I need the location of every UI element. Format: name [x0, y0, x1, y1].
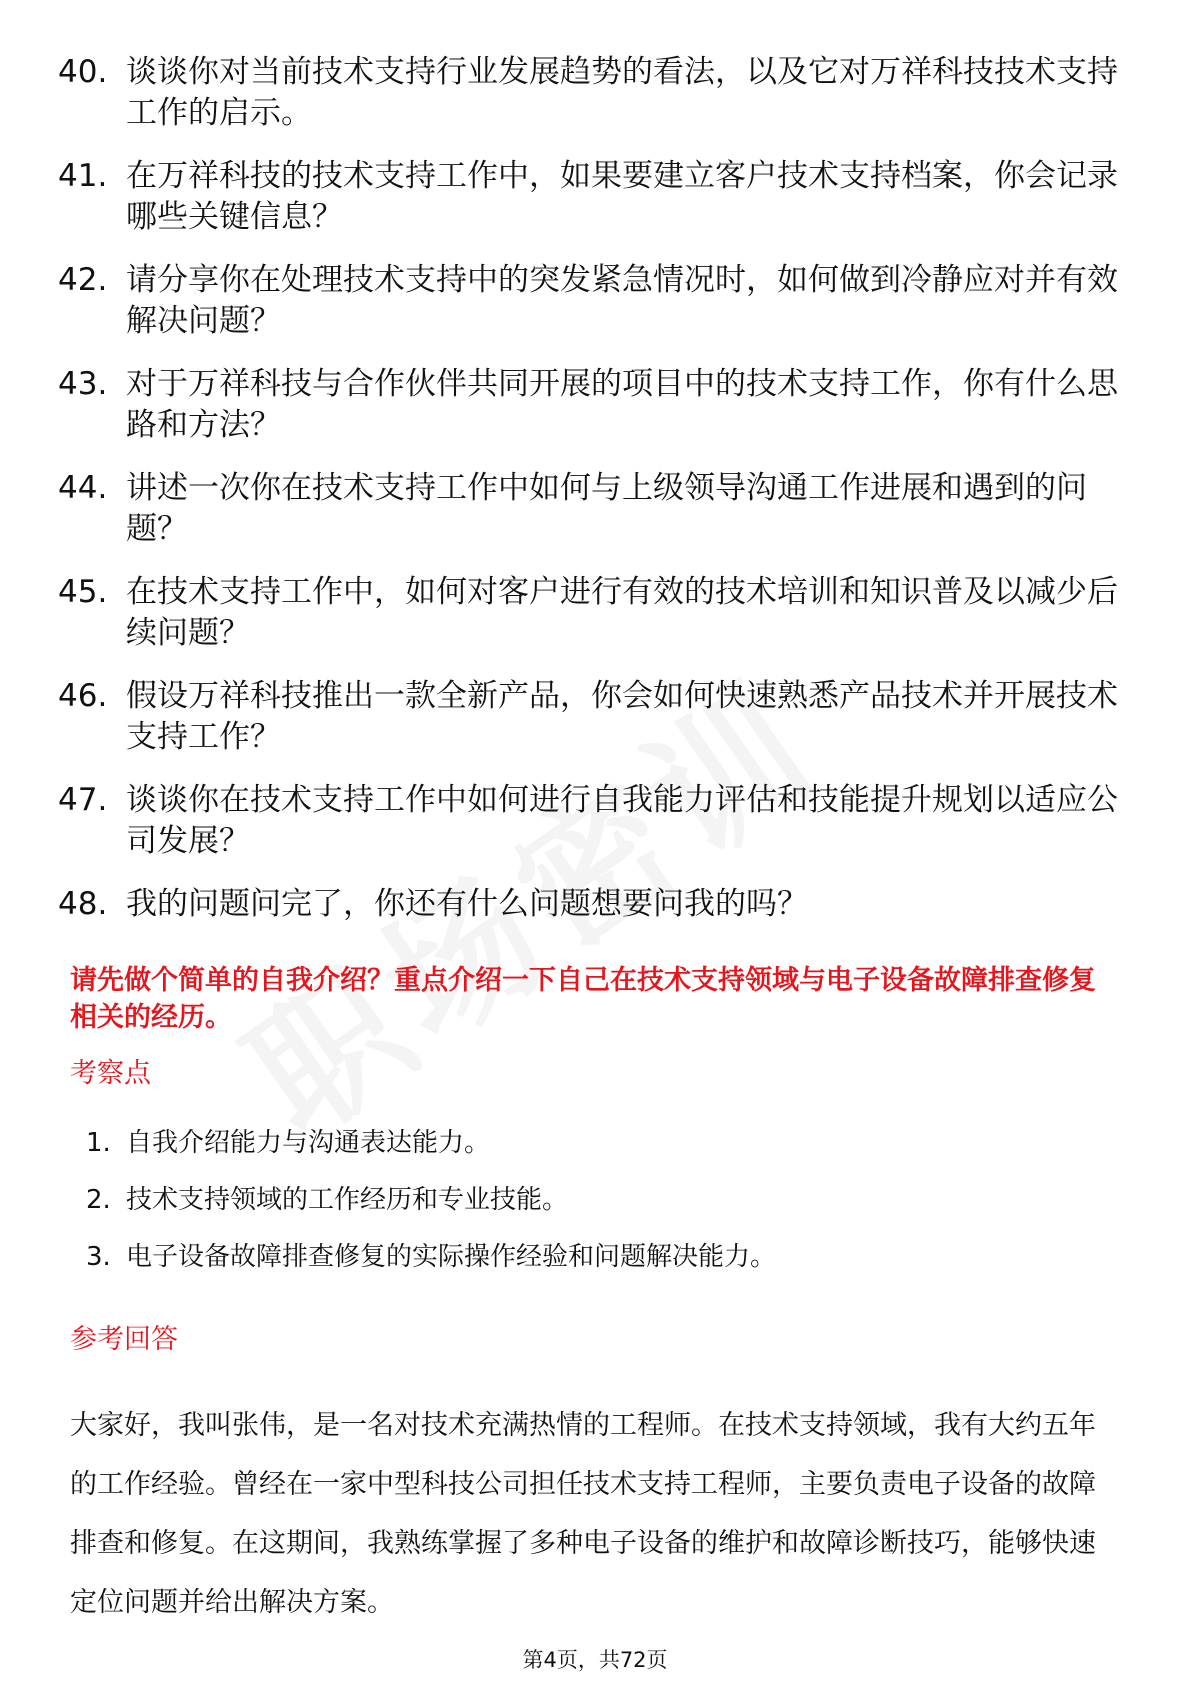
list-item	[58, 364, 1118, 446]
featured-question-heading: 请先做个简单的自我介绍？重点介绍一下自己在技术支持领域与电子设备故障排查修复相关的经历。	[70, 965, 1096, 1033]
point-number: 2.	[86, 1185, 111, 1215]
list-item	[58, 468, 1118, 550]
question-number: 47.	[58, 782, 108, 818]
question-number: 43.	[58, 366, 108, 402]
list-item	[86, 1182, 1086, 1218]
question-number: 46.	[58, 678, 108, 714]
list-item	[86, 1125, 1086, 1161]
answer-paragraph: 大家好，我叫张伟，是一名对技术充满热情的工程师。在技术支持领域，我有大约五年的工作经验。曾经在一家中型科技公司担任技术支持工程师，主要负责电子设备的故障排查和修复。在这期间，我熟练掌握了多种电子设备的维护和故障诊断技巧，能够快速定位问题并给出解决方案。	[70, 1410, 1096, 1618]
points-list	[86, 1125, 1086, 1296]
points-label: 考察点	[70, 1058, 151, 1089]
list-item	[58, 260, 1118, 342]
list-item	[58, 676, 1118, 758]
question-text: 我的问题问完了，你还有什么问题想要问我的吗？	[126, 886, 808, 922]
question-number: 42.	[58, 262, 108, 298]
question-number: 45.	[58, 574, 108, 610]
list-item	[58, 572, 1118, 654]
question-number: 44.	[58, 470, 108, 506]
answer-label: 参考回答	[70, 1324, 178, 1355]
point-number: 3.	[86, 1242, 111, 1272]
page-footer: 第4页，共72页	[522, 1648, 668, 1672]
list-item	[58, 884, 1118, 925]
question-text: 谈谈你在技术支持工作中如何进行自我能力评估和技能提升规划以适应公司发展？	[126, 782, 1118, 859]
point-text: 技术支持领域的工作经历和专业技能。	[126, 1185, 569, 1215]
question-text: 谈谈你对当前技术支持行业发展趋势的看法，以及它对万祥科技技术支持工作的启示。	[126, 54, 1118, 131]
question-text: 请分享你在处理技术支持中的突发紧急情况时，如何做到冷静应对并有效解决问题？	[126, 262, 1118, 339]
list-item	[86, 1239, 1086, 1275]
question-text: 在技术支持工作中，如何对客户进行有效的技术培训和知识普及以减少后续问题？	[126, 574, 1118, 651]
question-text: 假设万祥科技推出一款全新产品，你会如何快速熟悉产品技术并开展技术支持工作？	[126, 678, 1118, 755]
question-number: 48.	[58, 886, 108, 922]
point-text: 电子设备故障排查修复的实际操作经验和问题解决能力。	[126, 1242, 777, 1272]
point-text: 自我介绍能力与沟通表达能力。	[126, 1128, 491, 1158]
question-list	[58, 52, 1118, 947]
point-number: 1.	[86, 1128, 111, 1158]
list-item	[58, 780, 1118, 862]
question-text: 讲述一次你在技术支持工作中如何与上级领导沟通工作进展和遇到的问题？	[126, 470, 1087, 547]
question-number: 41.	[58, 158, 108, 194]
question-number: 40.	[58, 54, 108, 90]
question-text: 在万祥科技的技术支持工作中，如果要建立客户技术支持档案，你会记录哪些关键信息？	[126, 158, 1118, 235]
list-item	[58, 52, 1118, 134]
question-text: 对于万祥科技与合作伙伴共同开展的项目中的技术支持工作，你有什么思路和方法？	[126, 366, 1118, 443]
list-item	[58, 156, 1118, 238]
